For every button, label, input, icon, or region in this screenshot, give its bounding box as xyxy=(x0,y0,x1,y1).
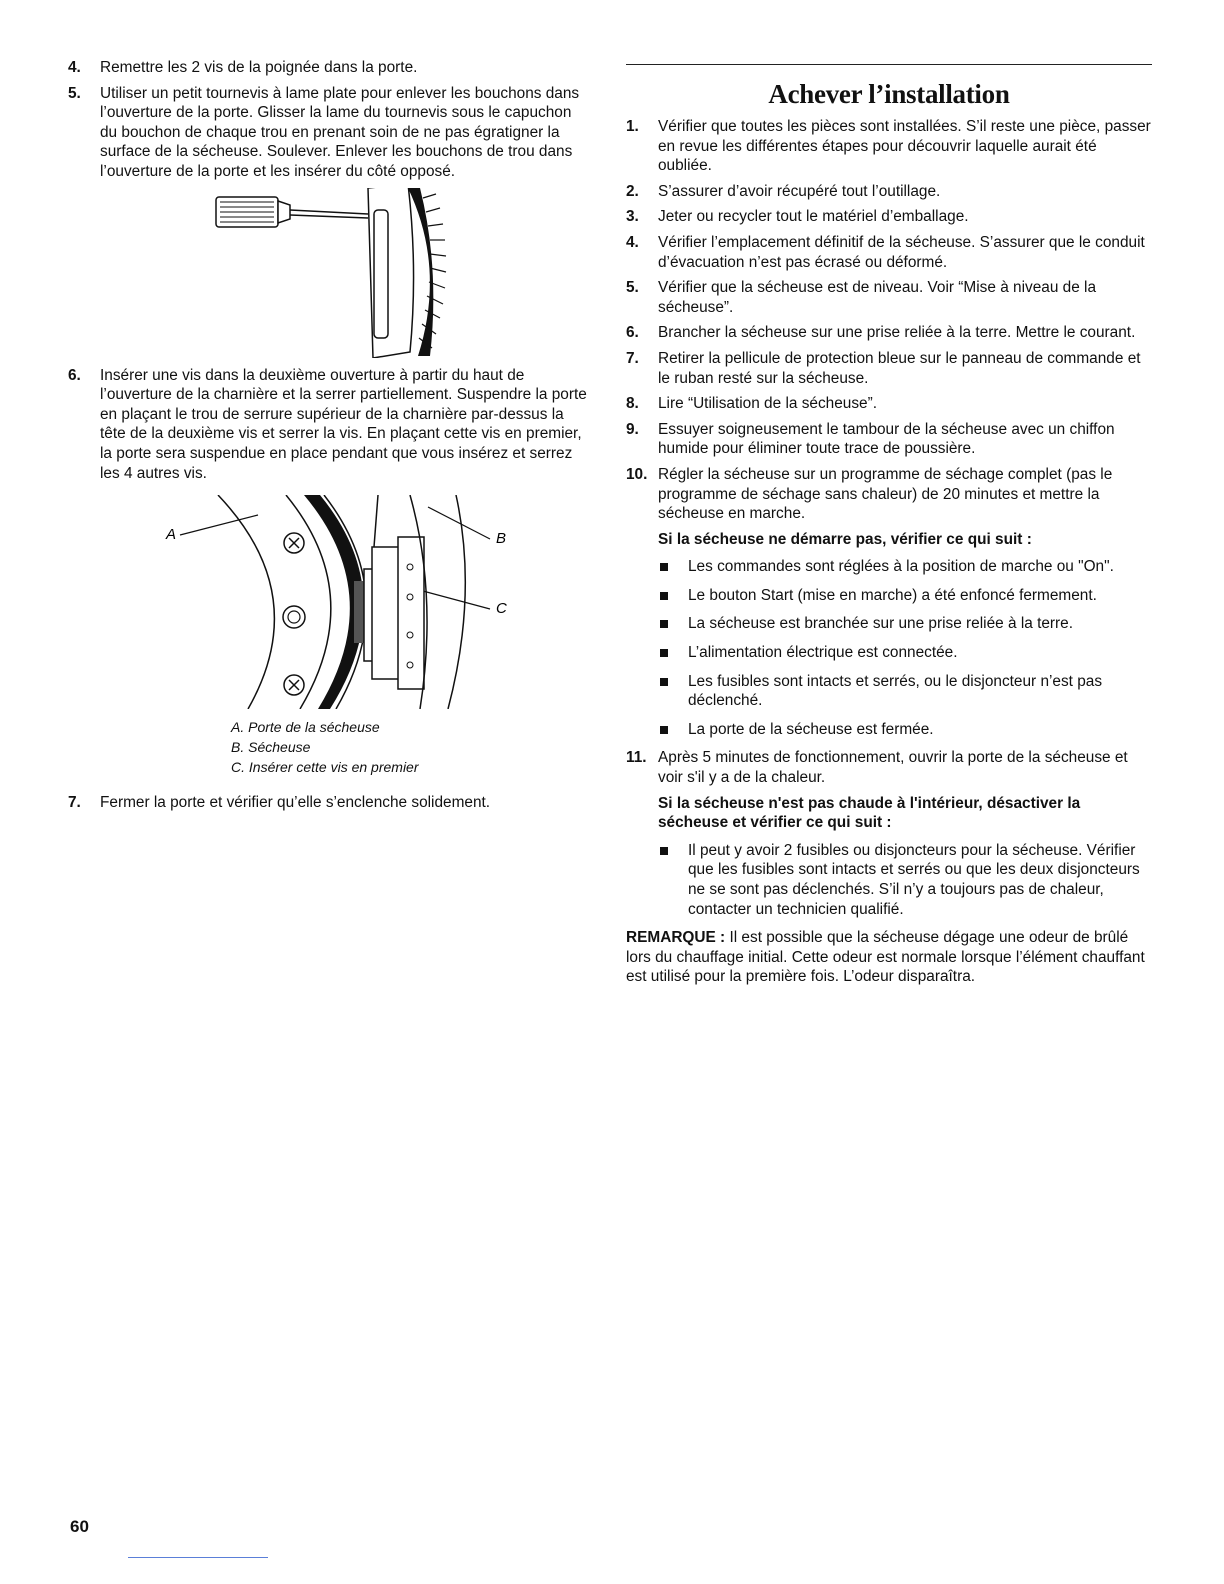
hinge-illustration xyxy=(68,495,592,709)
step-number: 1. xyxy=(626,118,639,135)
list-item-text: Les commandes sont réglées à la position de marche ou "On". xyxy=(688,558,1114,576)
right-step-4 xyxy=(626,233,1152,272)
list-item xyxy=(658,841,1152,919)
right-step-6 xyxy=(626,323,1152,343)
step-text: Brancher la sécheuse sur une prise reliée à la terre. Mettre le courant. xyxy=(658,324,1136,342)
figure-captions xyxy=(231,717,592,777)
step-text: Vérifier que toutes les pièces sont installées. S’il reste une pièce, passer en revue les différentes étapes pour découvrir laquelle aurait été oubliée. xyxy=(658,118,1151,175)
step-number: 3. xyxy=(626,208,639,226)
check-start-heading: Si la sécheuse ne démarre pas, vérifier ce qui suit : xyxy=(658,530,1032,548)
caption-c: C. Insérer cette vis en premier xyxy=(231,759,419,776)
bullet-icon xyxy=(660,726,668,734)
remark-note xyxy=(626,928,1152,987)
step-number: 8. xyxy=(626,395,639,413)
caption-b: B. Sécheuse xyxy=(231,739,311,756)
section-divider xyxy=(626,64,1152,65)
step-text: Après 5 minutes de fonctionnement, ouvrir la porte de la sécheuse et voir s'il y a de la chaleur. xyxy=(658,749,1128,787)
step-text: Remettre les 2 vis de la poignée dans la porte. xyxy=(100,59,418,76)
step-number: 9. xyxy=(626,420,639,438)
caption-a: A. Porte de la sécheuse xyxy=(231,719,380,736)
right-step-8 xyxy=(626,394,1152,414)
step-number: 10. xyxy=(626,465,648,483)
step-number: 7. xyxy=(626,349,639,367)
step-text: Fermer la porte et vérifier qu’elle s’enclenche solidement. xyxy=(100,794,491,812)
hinge-figure xyxy=(68,495,592,709)
left-step-4 xyxy=(68,58,592,78)
step-text: Retirer la pellicule de protection bleue sur le panneau de commande et le ruban resté sur la sécheuse. xyxy=(658,349,1141,387)
list-item-text: Le bouton Start (mise en marche) a été enfoncé fermement. xyxy=(688,586,1097,604)
step-number: 6. xyxy=(68,366,81,384)
right-step-9 xyxy=(626,420,1152,459)
list-item xyxy=(658,557,1152,577)
step-number: 4. xyxy=(68,59,81,76)
list-item xyxy=(658,643,1152,663)
step-number: 7. xyxy=(68,794,81,812)
bullet-icon xyxy=(660,847,668,855)
bullet-icon xyxy=(660,620,668,628)
right-step-2 xyxy=(626,182,1152,202)
page-number: 60 xyxy=(70,1517,89,1536)
callout-b: B xyxy=(496,530,507,548)
bullet-icon xyxy=(660,678,668,686)
left-step-5 xyxy=(68,84,592,182)
list-item-text: La sécheuse est branchée sur une prise reliée à la terre. xyxy=(688,615,1073,633)
list-item xyxy=(658,672,1152,711)
list-item-text: La porte de la sécheuse est fermée. xyxy=(688,720,934,738)
step-text: Vérifier l’emplacement définitif de la sécheuse. S’assurer que le conduit d’évacuation n’est pas écrasé ou déformé. xyxy=(658,233,1145,271)
bullet-icon xyxy=(660,592,668,600)
step-number: 5. xyxy=(68,84,81,102)
right-step-5 xyxy=(626,278,1152,317)
screwdriver-figure xyxy=(68,188,592,358)
step-number: 5. xyxy=(626,279,639,297)
step-text: Lire “Utilisation de la sécheuse”. xyxy=(658,395,877,413)
right-step-10 xyxy=(626,465,1152,740)
section-title: Achever l’installation xyxy=(768,79,1010,109)
check-heat-list xyxy=(658,841,1152,919)
step-number: 11. xyxy=(626,749,647,767)
list-item xyxy=(658,586,1152,606)
step-text: Vérifier que la sécheuse est de niveau. Voir “Mise à niveau de la sécheuse”. xyxy=(658,279,1097,316)
remark-text: Il est possible que la sécheuse dégage une odeur de brûlé lors du chauffage initial. Cette odeur est normale lorsque l’élément chauffant est utilisé pour la première fois. L’odeur disparaîtra. xyxy=(626,929,1145,986)
list-item-text: Les fusibles sont intacts et serrés, ou le disjoncteur n’est pas déclenché. xyxy=(688,672,1103,710)
screwdriver-illustration xyxy=(68,188,592,358)
right-column xyxy=(626,58,1152,987)
step-text: Insérer une vis dans la deuxième ouverture à partir du haut de l’ouverture de la charnière et la serrer partiellement. Suspendre la porte en plaçant le trou de serrure supérieur de la charnière par-dessus la tête de la deuxième vis et serrer la vis. En plaçant cette vis en premier, la porte sera suspendue en place pendant que vous insérez et serrez les 4 autres vis. xyxy=(100,366,587,482)
callout-c: C xyxy=(496,600,507,618)
check-start-list xyxy=(658,557,1152,739)
step-number: 2. xyxy=(626,182,639,200)
callout-a: A xyxy=(166,526,177,544)
list-item-text: L’alimentation électrique est connectée. xyxy=(688,644,958,662)
step-number: 6. xyxy=(626,324,639,342)
check-heat-heading: Si la sécheuse n'est pas chaude à l'intérieur, désactiver la sécheuse et vérifier ce qui suit : xyxy=(658,794,1081,832)
right-step-7 xyxy=(626,349,1152,388)
remark-label: REMARQUE : xyxy=(626,929,726,947)
list-item-text: Il peut y avoir 2 fusibles ou disjoncteurs pour la sécheuse. Vérifier que les fusibles sont intacts et serrés ou que les deux disjoncteurs ne se sont pas déclenchés. S’il n’y a toujours pas de chaleur, contacter un technicien qualifié. xyxy=(688,841,1140,918)
left-column xyxy=(68,58,592,819)
step-text: Utiliser un petit tournevis à lame plate pour enlever les bouchons dans l’ouverture de la porte. Glisser la lame du tournevis sous le capuchon du bouchon de chaque trou en prenant soin de ne pas égratigner la surface de la sécheuse. Soulever. Enlever les bouchons de trou dans l’ouverture de la porte et les insérer du côté opposé. xyxy=(100,84,580,180)
step-text: Régler la sécheuse sur un programme de séchage complet (pas le programme de séchage sans chaleur) de 20 minutes et mettre la sécheuse en marche. xyxy=(658,465,1113,523)
step-text: S’assurer d’avoir récupéré tout l’outillage. xyxy=(658,182,941,200)
footer-line xyxy=(128,1557,268,1558)
bullet-icon xyxy=(660,563,668,571)
step-text: Essuyer soigneusement le tambour de la sécheuse avec un chiffon humide pour éliminer toute trace de poussière. xyxy=(658,420,1115,458)
left-step-6 xyxy=(68,366,592,484)
step-number: 4. xyxy=(626,233,639,251)
list-item xyxy=(658,614,1152,634)
right-step-3 xyxy=(626,207,1152,227)
right-step-11 xyxy=(626,748,1152,919)
list-item xyxy=(658,720,1152,740)
left-step-7 xyxy=(68,793,592,813)
right-step-1 xyxy=(626,117,1152,176)
bullet-icon xyxy=(660,649,668,657)
step-text: Jeter ou recycler tout le matériel d’emballage. xyxy=(658,208,969,226)
